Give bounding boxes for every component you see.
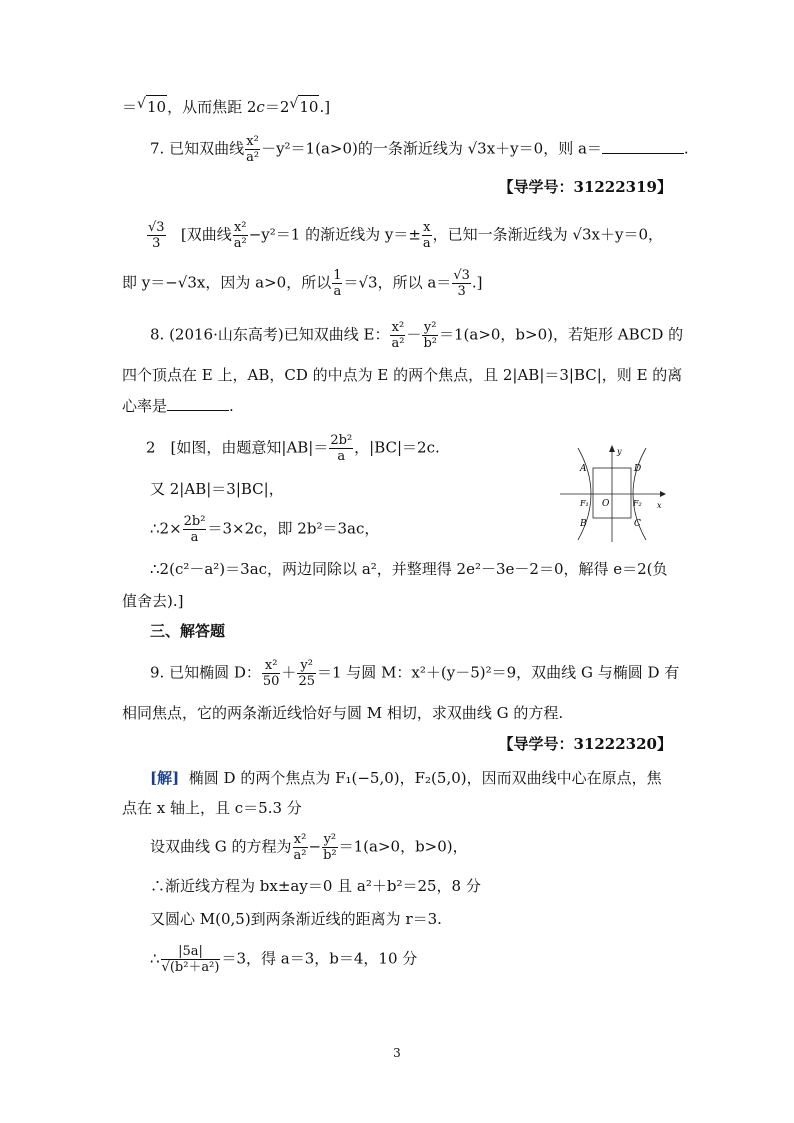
label-O: O — [602, 499, 610, 509]
solution-9-line-4: ∴渐近线方程为 bx±ay＝0 且 a²＋b²＝25，8 分 — [150, 877, 481, 895]
answer-8-line-4: ∴2(c²－a²)＝3ac，两边同除以 a²，并整理得 2e²－3e－2＝0，解得 e＝2(负 — [150, 560, 668, 578]
problem-7-text: －y²＝1(a>0)的一条渐近线为 √3x＋y＝0，则 a＝ — [261, 139, 602, 158]
label-y-axis: y — [617, 447, 622, 456]
label-A: A — [580, 464, 587, 474]
solution-9-line-1: [解] 椭圆 D 的两个焦点为 F₁(−5,0)，F₂(5,0)，因而双曲线中心在原点，焦 — [150, 769, 662, 787]
problem-8-line-1: 8. (2016·山东高考)已知双曲线 E： $\frac{\text{x²}}{\text{a²}}$ － $\frac{\text{y²}}{\text{b²}}$ ＝1(a>0，b>0)，若矩形 ABCD 的 — [150, 320, 684, 351]
guide-number-2: 【导学号：31222320】 — [498, 735, 672, 753]
label-D: D — [634, 464, 642, 474]
page-number: 3 — [393, 1046, 401, 1060]
solution-9-line-6: ∴ $\frac{|5a|}{\text{√(b²＋a²)}}$ ＝3，得 a＝3，b＝4，10 分 — [150, 944, 418, 975]
solution-9-line-3: 设双曲线 G 的方程为 $\frac{\text{x²}}{\text{a²}}$ − $\frac{\text{y²}}{\text{b²}}$ ＝1(a>0，b>0)， — [150, 832, 468, 863]
label-B: B — [580, 519, 587, 529]
answer-7-line-2: 即 y＝−√3x，因为 a>0，所以 $\frac{1}{a}$ ＝√3，所以 a＝ $\frac{√3}{3}$ .] — [122, 268, 483, 299]
answer-7-line-1: $\frac{√3}{3}$ [双曲线 $\frac{\text{x²}}{\text{a²}}$ −y²＝1 的渐近线为 y＝± $\frac{x}{a}$ ，已知一条渐近线为 √3x＋y＝0， — [148, 220, 664, 251]
problem-8-line-2: 四个顶点在 E 上，AB，CD 的中点为 E 的两个焦点，且 2|AB|＝3|BC|，则 E 的离 — [122, 366, 683, 384]
label-F2: F₂ — [633, 499, 642, 508]
label-x-axis: x — [657, 501, 662, 510]
text-line-continuation: ＝√ 10，从而焦距 2c＝2√ 10.] — [122, 95, 330, 118]
answer-8-line-3: ∴2× $\frac{\text{2b²}}{a}$ ＝3×2c，即 2b²＝3ac， — [150, 514, 380, 545]
solution-9-line-2: 点在 x 轴上，且 c＝5.3 分 — [122, 799, 302, 817]
problem-9-line-1: 9. 已知椭圆 D： $\frac{\text{x²}}{50}$ ＋ $\frac{\text{y²}}{25}$ ＝1 与圆 M：x²＋(y－5)²＝9，双曲线 G 与椭圆 D 有 — [150, 658, 680, 689]
solution-tag: [解] — [150, 769, 180, 787]
problem-9-line-2: 相同焦点，它的两条渐近线恰好与圆 M 相切，求双曲线 G 的方程. — [122, 704, 564, 722]
label-F1: F₁ — [580, 499, 589, 508]
problem-7-label: 7. 已知双曲线 — [150, 139, 245, 158]
hyperbola-rectangle-figure — [560, 442, 670, 544]
label-C: C — [634, 519, 641, 529]
answer-8-line-5: 值舍去).] — [122, 592, 184, 610]
answer-8-line-2: 又 2|AB|＝3|BC|， — [150, 480, 284, 498]
answer-blank — [602, 153, 684, 154]
fraction-x2-a2: $\frac{\text{x²}}{\text{a²}}$ — [246, 134, 260, 165]
solution-9-line-5: 又圆心 M(0,5)到两条渐近线的距离为 r＝3. — [150, 910, 442, 928]
section-heading: 三、解答题 — [150, 622, 226, 640]
answer-7-fraction: $\frac{√3}{3}$ — [148, 220, 165, 251]
answer-blank — [167, 410, 229, 411]
problem-8-line-3: 心率是 . — [122, 397, 234, 415]
guide-number-1: 【导学号：31222319】 — [498, 178, 672, 196]
answer-8-line-1: 2 [如图，由题意知|AB|＝ $\frac{\text{2b²}}{a}$ ，|BC|＝2c. — [146, 433, 440, 464]
problem-7: 7. 已知双曲线 $\frac{\text{x²}}{\text{a²}}$ －y²＝1(a>0)的一条渐近线为 √3x＋y＝0，则 a＝ . — [150, 134, 689, 165]
